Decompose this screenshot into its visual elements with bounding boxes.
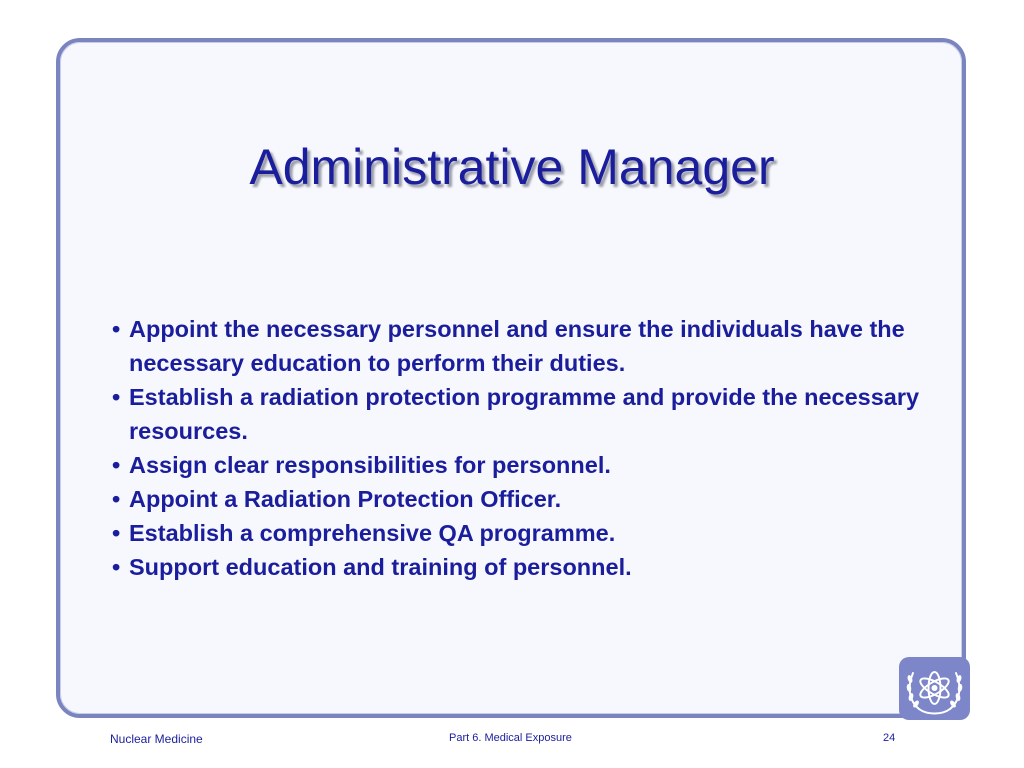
slide-title: Administrative Manager	[249, 139, 775, 195]
bullet-icon: •	[112, 520, 121, 546]
bullet-icon: •	[112, 384, 121, 410]
bullet-icon: •	[112, 452, 121, 478]
atom-laurel-emblem-svg	[899, 657, 970, 720]
bullet-text: Establish a comprehensive QA programme.	[129, 520, 616, 546]
atom-laurel-emblem-icon	[899, 657, 970, 720]
bullet-text: Appoint a Radiation Protection Officer.	[129, 486, 562, 512]
bullet-text: Establish a radiation protection programme and provide the necessary resources.	[129, 384, 920, 444]
bullet-icon: •	[112, 554, 121, 580]
bullet-item	[112, 448, 962, 482]
bullet-item	[112, 516, 962, 550]
bullet-item	[112, 550, 962, 584]
bullet-item	[112, 312, 962, 380]
bullet-icon: •	[112, 486, 121, 512]
footer-section-label: Part 6. Medical Exposure	[449, 732, 572, 744]
bullet-text: Assign clear responsibilities for personnel.	[129, 452, 611, 478]
bullet-item	[112, 380, 962, 448]
bullet-item	[112, 482, 962, 516]
footer-page-number: 24	[883, 732, 896, 744]
bullet-icon: •	[112, 316, 121, 342]
bullet-list	[112, 312, 962, 584]
bullet-text: Appoint the necessary personnel and ensure the individuals have the necessary education to perform their duties.	[129, 316, 905, 376]
bullet-text: Support education and training of personnel.	[129, 554, 632, 580]
footer-course-label: Nuclear Medicine	[110, 732, 203, 746]
